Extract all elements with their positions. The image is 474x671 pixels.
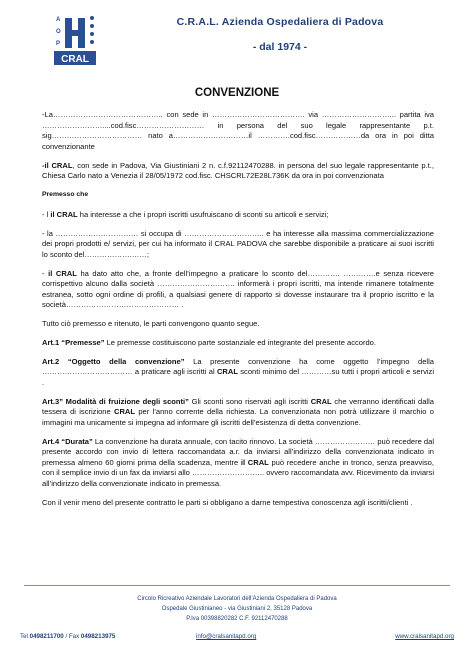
party-one-text: -La…………………………………….. con sede in ………………………………. via ………………………... partita iva ……………………....cod.fisc……………………… in persona del suo legale rappresentante p.t. sig……………………………… nato a…………………………il ………….cod.fisc………………da ora in poi ditta convenzionante xyxy=(42,110,434,151)
cral-logo xyxy=(52,12,98,70)
article-2 xyxy=(42,357,434,389)
article-4-text-a: La convenzione ha durata annuale, con tacito rinnovo. La società …………………… può recedere dal presente accordo con invio di lettera raccomandata a.r. da inviarsi all’indirizzo della convenzionata indicato in premessa almeno 60 giorni prima della scadenza, mentre xyxy=(42,436,435,467)
article-3 xyxy=(42,397,434,429)
article-3-text-c: per l’anno corrente della richiesta. La convenzionata non potrà utilizzare il marchio o immagini ma unicamente si impegna ad informare gli iscritti dell’esistenza di detta convenzione. xyxy=(42,407,434,427)
header-title: C.R.A.L. Azienda Ospedaliera di Padova xyxy=(176,16,384,28)
article-1-heading: Art.1 “Premesse” xyxy=(42,337,105,347)
premesso-heading: Premesso che xyxy=(42,191,89,198)
footer-line-1: Circolo Ricreativo Aziendale Lavoratori dell’Azienda Ospedaliera di Padova xyxy=(137,596,337,602)
premise-one-text: ha interesse a che i propri iscritti usufruiscano di sconti su articoli e servizi; xyxy=(77,209,329,219)
premise-three-text: ha dato atto che, a fronte dell’impegno a praticare lo sconto del…………. ………….e senza ricevere corrispettivo alcuno dalla società …………………………. informerà i propri iscritti, ma intende rimanere totalmente estranea, sotto ogni ordine di profili, a qualsiasi genere di rapporto si dovesse instaurare tra il proprio iscritto e la società……………………………………… . xyxy=(42,268,434,309)
party-two-paragraph xyxy=(42,161,434,182)
party-two-lead: -il CRAL xyxy=(42,160,73,170)
article-2-text-a: La presente convenzione ha come oggetto l’impegno della ……………………………… a praticare agli iscritti al xyxy=(42,356,434,376)
premise-one xyxy=(42,210,434,221)
party-two-text: , con sede in Padova, Via Giustiniani 2 n. c.f.92112470288. in persona del suo legale rappresentante p.t., Chiesa Carlo nato a Venezia il 28/05/1972 cod.fisc. CHSCRL72E28L736K da ora in poi convenzionata xyxy=(42,160,434,180)
svg-text:P: P xyxy=(56,41,61,47)
premise-three xyxy=(42,269,434,311)
article-3-cral-2: CRAL xyxy=(114,407,135,416)
article-3-text-a: Gli sconti sono riservati agli iscritti xyxy=(188,396,311,406)
footer-line-3: P.Iva 00398820282 C.F. 92112470288 xyxy=(186,616,288,622)
svg-text:A: A xyxy=(56,17,61,23)
article-3-cral-1: CRAL xyxy=(310,396,332,406)
premise-three-cral: il CRAL xyxy=(48,268,77,278)
document-title: CONVENZIONE xyxy=(194,87,280,99)
premise-one-dash: - l xyxy=(42,209,51,219)
tel-number[interactable]: 0498211700 xyxy=(29,633,64,640)
premise-three-dash: - xyxy=(42,268,49,278)
article-3-text-b: che verranno identificati dalla tessera di iscrizione xyxy=(42,396,434,416)
email-link[interactable]: info@cralsanitapd.org xyxy=(196,633,257,640)
article-4-text-b: può recedere anche in tronco, senza preavviso, con il semplice invio di un fax da inviarsi allo ……………………….. ovvero raccomandata avv. Ricevimento da inviarsi all’indirizzo della convenzionate indicato in premessa. xyxy=(42,457,434,488)
phone-fax xyxy=(20,633,115,640)
article-4-heading: Art.4 “Durata” xyxy=(42,436,93,446)
article-2-cral: CRAL xyxy=(216,367,238,376)
agreement-intro: Tutto ciò premesso e ritenuto, le parti convengono quanto segue. xyxy=(42,319,260,328)
article-4-cral: il CRAL xyxy=(240,457,269,467)
footer-divider xyxy=(24,585,450,586)
article-1-text: Le premesse costituiscono parte sostanziale ed integrante del presente accordo. xyxy=(104,337,376,347)
article-2-text-b: sconti minimo del …………su tutti i propri articoli e servizi . xyxy=(42,367,434,387)
header-subtitle: - dal 1974 - xyxy=(252,41,308,53)
article-2-heading: Art.2 “Oggetto della convenzione” xyxy=(42,356,185,366)
logo-text: CRAL xyxy=(61,54,89,65)
footer-contacts xyxy=(20,633,454,645)
premise-two-text: - la …………………………… si occupa di ………………………….. e ha interesse alla massima commercializzazione dei propri prodotti e/ servizi, per cui ha informato il CRAL PADOVA che sarebbe disponibile a praticare ai suoi iscritti lo sconto del……………….……; xyxy=(42,228,434,259)
tel-label: Tel xyxy=(20,633,30,640)
footer-line-2: Ospedale Giustinianeo - via Giustiniani 2, 35128 Padova xyxy=(161,606,313,612)
document-body xyxy=(42,110,434,517)
article-1 xyxy=(42,338,434,349)
party-one-paragraph xyxy=(42,110,434,152)
website-link[interactable]: www.cralsanitapd.org xyxy=(395,633,454,640)
article-3-heading: Art.3” Modalità di fruizione degli sconti” xyxy=(42,396,189,406)
premise-one-cral: il CRAL xyxy=(50,209,78,219)
fax-label: / Fax xyxy=(63,633,81,640)
svg-text:O: O xyxy=(56,29,61,35)
premise-two xyxy=(42,229,434,261)
article-4 xyxy=(42,437,434,490)
closing-paragraph: Con il venir meno del presente contratto le parti si obbligano a darne tempestiva conoscenza agli iscritti/clienti . xyxy=(42,497,413,507)
fax-number[interactable]: 0498213975 xyxy=(80,633,116,640)
